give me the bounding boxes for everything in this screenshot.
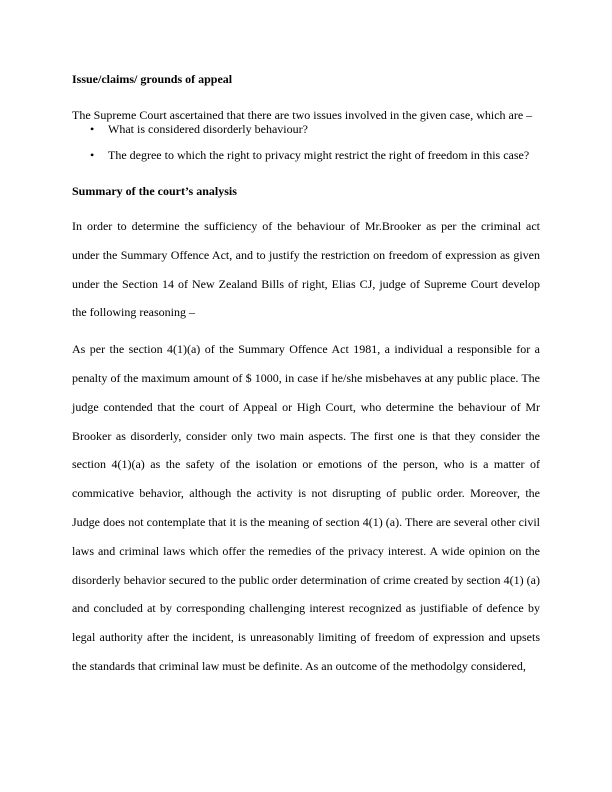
bullet-icon: • bbox=[90, 122, 95, 136]
bullet-icon: • bbox=[90, 148, 95, 162]
summary-paragraph-2: As per the section 4(1)(a) of the Summary Offence Act 1981, a individual a responsible for a penalty of the maximum amount of $ 1000, in case if he/she misbehaves at any public place. The judge contended that the court of Appeal or High Court, who determine the behaviour of Mr Brooker as disorderly, consider only two main aspects. The first one is that they consider the section 4(1)(a) as the safety of the isolation or emotions of the person, who is a matter of commicative behavior, although the activity is not disrupting of public order. Moreover, the Judge does not contemplate that it is the meaning of section 4(1) (a). There are several other civil laws and criminal laws which offer the remedies of the privacy interest. A wide opinion on the disorderly behavior secured to the public order determination of crime created by section 4(1) (a) and concluded at by corresponding challenging interest recognized as justifiable of defence by legal authority after the incident, is unreasonably limiting of freedom of expression and upsets the standards that criminal law must be definite. As an outcome of the methodolgy considered, bbox=[72, 342, 540, 673]
issues-bullet-list bbox=[72, 122, 540, 162]
list-item-text: What is considered disorderly behaviour? bbox=[108, 122, 308, 136]
issues-intro-paragraph: The Supreme Court ascertained that there are two issues involved in the given case, which are – bbox=[72, 108, 533, 122]
list-item bbox=[72, 148, 540, 162]
list-item-text: The degree to which the right to privacy might restrict the right of freedom in this case? bbox=[108, 148, 530, 162]
page-content bbox=[72, 72, 540, 681]
section-heading-issues: Issue/claims/ grounds of appeal bbox=[72, 72, 233, 86]
summary-paragraph-1: In order to determine the sufficiency of the behaviour of Mr.Brooker as per the criminal act under the Summary Offence Act, and to justify the restriction on freedom of expression as given under the Section 14 of New Zealand Bills of right, Elias CJ, judge of Supreme Court develop the following reasoning – bbox=[72, 219, 540, 320]
list-item bbox=[72, 122, 540, 136]
section-heading-summary: Summary of the court’s analysis bbox=[72, 184, 237, 198]
